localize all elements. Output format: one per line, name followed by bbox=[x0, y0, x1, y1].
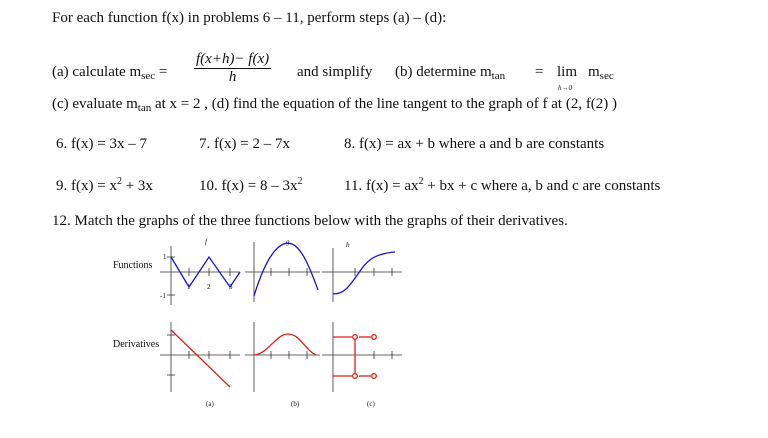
secant-fraction-denominator: h bbox=[228, 69, 237, 85]
problem-8: 8. f(x) = ax + b where a and b are constants bbox=[344, 136, 605, 152]
derivatives-row-label: Derivatives bbox=[113, 339, 160, 350]
problem-6: 6. f(x) = 3x – 7 bbox=[56, 136, 147, 152]
y-tick-neg1-label: -1 bbox=[160, 292, 166, 300]
problem-11-sup: 2 bbox=[418, 176, 424, 187]
problem-9-sup: 2 bbox=[116, 176, 122, 187]
curve-c-open-2 bbox=[372, 335, 377, 340]
step-a-eq: = bbox=[158, 64, 168, 80]
derivative-b-label: (b) bbox=[291, 400, 300, 408]
step-a-after: and simplify bbox=[297, 64, 373, 80]
step-a-label: (a) calculate m bbox=[52, 64, 142, 80]
curve-h bbox=[333, 252, 395, 294]
graph-f-label: f bbox=[205, 238, 207, 246]
problem-11-a: 11. f(x) = ax bbox=[344, 178, 419, 194]
x-tick-1-label: 1 bbox=[187, 283, 191, 291]
problem-9-b: + 3x bbox=[121, 178, 153, 194]
curve-a bbox=[171, 330, 230, 387]
lim-subscript: h→0 bbox=[558, 84, 572, 92]
derivative-a-label: (a) bbox=[206, 400, 214, 408]
problem-9-a: 9. f(x) = x bbox=[56, 178, 117, 194]
step-c-rest: at x = 2 , (d) find the equation of the line tangent to the graph of f at (2, f(2) ) bbox=[151, 96, 618, 112]
step-c-sub: tan bbox=[137, 102, 152, 114]
y-tick-1-label: 1 bbox=[163, 253, 167, 261]
secant-fraction-numerator: f(x+h)− f(x) bbox=[196, 51, 270, 67]
step-b-eq: = bbox=[535, 64, 544, 80]
lim-word: lim bbox=[557, 64, 578, 80]
step-b-label: (b) determine m bbox=[395, 64, 492, 80]
curve-c-open-4 bbox=[372, 374, 377, 379]
graph-h-label: h bbox=[346, 241, 350, 249]
instructions-intro: For each function f(x) in problems 6 – 11, perform steps (a) – (d): bbox=[52, 10, 447, 26]
derivative-c-label: (c) bbox=[367, 400, 375, 408]
ticks-f bbox=[167, 257, 230, 295]
problem-10-sup: 2 bbox=[297, 176, 303, 187]
problem-7: 7. f(x) = 2 – 7x bbox=[199, 136, 290, 152]
step-a-sub: sec bbox=[141, 70, 156, 82]
curve-c-open-3 bbox=[353, 374, 358, 379]
functions-row-label: Functions bbox=[113, 260, 153, 271]
graph-g-label: g bbox=[286, 238, 290, 246]
problem-11-b: + bx + c where a, b and c are constants bbox=[423, 178, 661, 194]
lim-m-sub: sec bbox=[599, 70, 614, 82]
problem-10-a: 10. f(x) = 8 – 3x bbox=[199, 178, 298, 194]
step-c-label: (c) evaluate m bbox=[52, 96, 138, 112]
curve-c-open-1 bbox=[353, 335, 358, 340]
step-b-sub: tan bbox=[491, 70, 506, 82]
curve-g bbox=[254, 243, 318, 296]
lim-m: m bbox=[588, 64, 600, 80]
question-12: 12. Match the graphs of the three functions below with the graphs of their derivatives. bbox=[52, 213, 568, 229]
curve-c bbox=[333, 335, 376, 379]
x-tick-3-label: 3 bbox=[229, 283, 233, 291]
x-tick-2-label: 2 bbox=[207, 283, 211, 291]
